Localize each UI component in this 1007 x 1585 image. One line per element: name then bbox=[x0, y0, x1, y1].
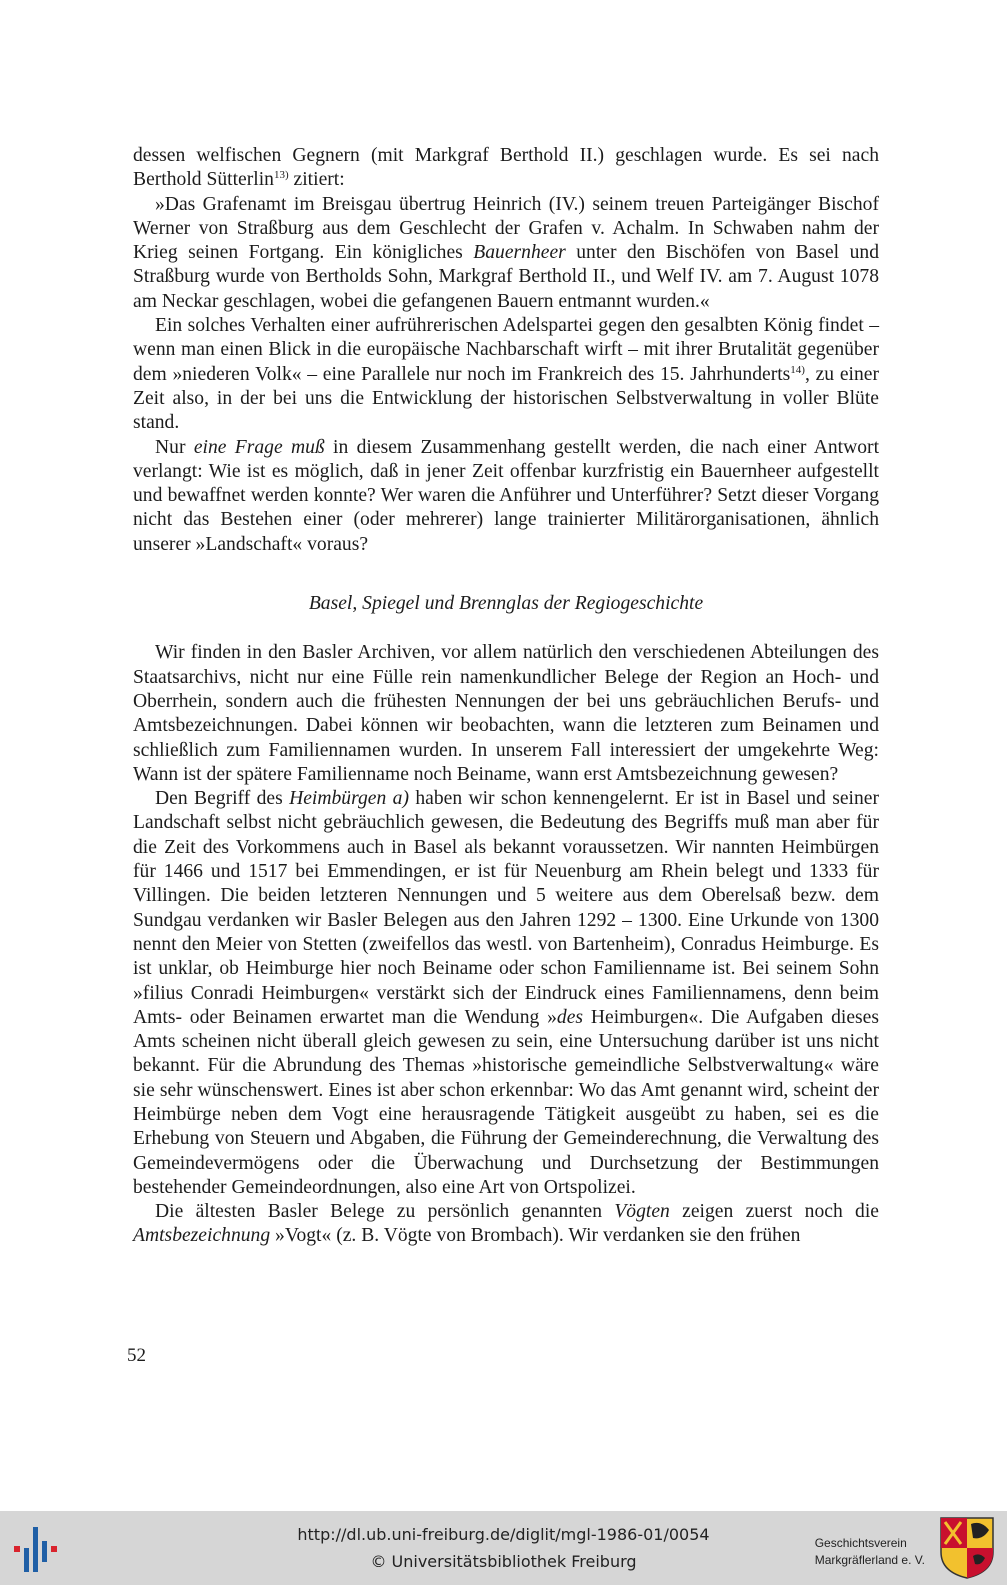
section-heading: Basel, Spiegel und Brennglas der Regiogeschichte bbox=[308, 593, 704, 615]
paragraph-4: Nur eine Frage muß in diesem Zusammenhang gestellt werden, die nach einer Antwort verlangt: Wie ist es möglich, daß in jener Zeit offenbar kurzfristig ein Bauernheer aufgestellt und bewaffnet werden konnte? Wer waren die Anführer und Unterführer? Setzt dieser Vorgang nicht das Bestehen einer (oder mehrerer) lange trainierter Militärorganisationen, ähnlich unserer »Landschaft« voraus? bbox=[133, 436, 880, 555]
paragraph-7: Die ältesten Basler Belege zu persönlich genannten Vögten zeigen zuerst noch die Amtsbezeichnung »Vogt« (z. B. Vögte von Brombach). Wir verdanken sie den frühen bbox=[133, 1201, 879, 1247]
footer-copyright: © Universitätsbibliothek Freiburg bbox=[370, 1552, 637, 1571]
paragraph-6: Den Begriff des Heimbürgen a) haben wir schon kennengelernt. Er ist in Basel und seiner Landschaft selbst nicht gebräuchlich gewesen, die Bedeutung des Begriffs muß man aber für die Zeit des Vorkommens auch in Basel als bekannt voraussetzen. Wir nannten Heimbürgen für 1466 und 1517 bei Emmendingen, er ist für Neuenburg am Rhein belegt und 1333 für Villingen. Die beiden letzteren Nennungen und 5 weitere aus dem Oberelsaß bezw. dem Sundgau verdanken wir Basler Belegen aus den Jahren 1292 – 1300. Eine Urkunde von 1300 nennt den Meier von Stetten (zweifellos das westl. von Bartenheim), Conradus Heimburge. Es ist unklar, ob Heimburge hier noch Beiname oder schon Familienname ist. Bei seinem Sohn »filius Conradi Heimburgen« verstärkt sich der Eindruck eines Familiennamens, denn beim Amts- oder Beinamen erwartet man die Wendung »des Heimburgen«. Die Aufgaben dieses Amts scheinen nicht überall gleich gewesen zu sein, eine Untersuchung darüber ist uns nicht bekannt. Für die Abrundung des Themas »historische gemeindliche Selbstverwaltung« wäre sie sehr wünschenswert. Eines ist aber schon erkennbar: Wo das Amt genannt wird, scheint der Heimbürge neben dem Vogt eine herausragende Tätigkeit ausgeübt zu haben, sei es die Erhebung von Steuern und Abgaben, die Führung der Gemeinderechnung, die Verwaltung des Gemeindevermögens oder die Überwachung und Durchsetzung der Bestimmungen bestehender Gemeindeordnungen, also eine Art von Ortspolizei. bbox=[133, 788, 879, 1198]
page-body bbox=[133, 144, 879, 1249]
page-number: 52 bbox=[127, 1345, 146, 1366]
paragraph-5: Wir finden in den Basler Archiven, vor allem natürlich den verschiedenen Abteilungen des Staatsarchivs, nicht nur eine Fülle rein namenkundlicher Belege der Region an Hoch- und Oberrhein, sondern auch die frühesten Nennungen der bei uns gebräuchlichen Berufs- und Amtsbezeichnungen. Dabei können wir beobachten, wann die letzteren zum Beinamen und schließlich zum Familiennamen wurden. In unserem Fall interessiert der umgekehrte Weg: Wann ist der spätere Familienname noch Beiname, wann erst Amtsbezeichnung gewesen? bbox=[133, 642, 879, 785]
coat-of-arms-icon[interactable] bbox=[939, 1516, 995, 1580]
footer-bar bbox=[0, 1511, 1007, 1585]
paragraph-quote: »Das Grafenamt im Breisgau übertrug Heinrich (IV.) seinem treuen Parteigänger Bischof Werner von Straßburg aus dem Geschlecht der Grafen v. Achalm. In Schwaben nahm der Krieg seinen Fortgang. Ein königliches Bauernheer unter den Bischöfen von Basel und Straßburg wurde von Bertholds Sohn, Markgraf Berthold II., und Welf IV. am 7. August 1078 am Neckar geschlagen, wobei die gefangenen Bauern entmannt wurden.« bbox=[133, 193, 879, 312]
footnote-ref-14[interactable]: 14) bbox=[790, 363, 805, 376]
society-name bbox=[815, 1535, 925, 1569]
footer-url-link[interactable]: http://dl.ub.uni-freiburg.de/diglit/mgl-1986-01/0054 bbox=[297, 1525, 710, 1544]
footnote-ref-13[interactable]: 13) bbox=[273, 169, 289, 182]
paragraph-3: Ein solches Verhalten einer aufrührerischen Adelspartei gegen den gesalbten König findet – wenn man einen Blick in die europäische Nachbarschaft wirft – mit ihrer Brutalität gegenüber dem »niederen Volk« – eine Parallele nur noch im Frankreich des 15. Jahrhunderts$^{14)}$, zu einer Zeit also, in der bei uns die Entwicklung der historischen Selbstverwaltung in voller Blüte stand. bbox=[133, 315, 879, 434]
society-line-1: Geschichtsverein bbox=[814, 1536, 907, 1550]
paragraph-1: dessen welfischen Gegnern (mit Markgraf Berthold II.) geschlagen wurde. Es sei nach Berthold Sütterlin$^{13)}$ zitiert: bbox=[133, 145, 879, 191]
society-line-2: Markgräflerland e. V. bbox=[814, 1553, 925, 1567]
